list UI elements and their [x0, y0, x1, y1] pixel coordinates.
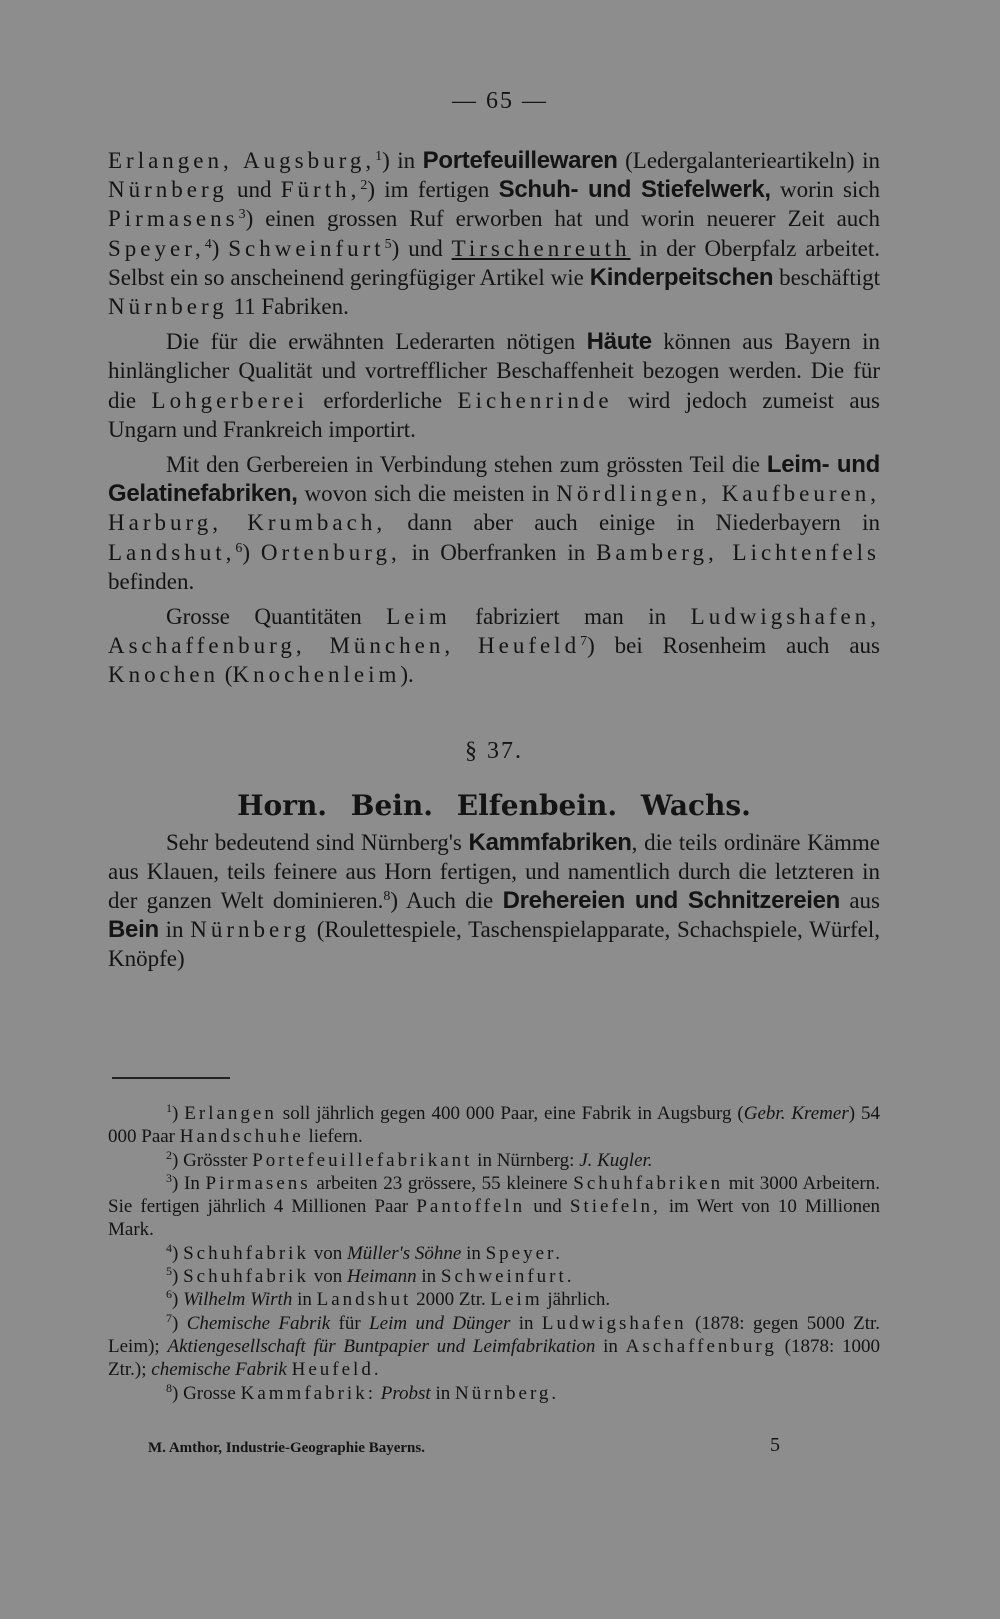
term: Knochen: [108, 662, 220, 688]
industry-term: Portefeuillewaren: [422, 147, 618, 174]
paragraph-5: [108, 828, 880, 974]
footnote-mark: 8: [166, 1380, 172, 1395]
text: ).: [400, 662, 414, 688]
text: ) Grösster: [172, 1149, 253, 1171]
company-name: Aktiengesellschaft für Buntpapier und Leimfabrikation: [167, 1335, 596, 1357]
footnote-rule: [112, 1077, 230, 1079]
text: Mit den Gerbereien in Verbindung stehen zum grössten Teil die: [166, 452, 767, 478]
company-name: Probst: [380, 1382, 431, 1404]
text: (Roulettespiele, Taschenspielapparate, Schachspiele, Würfel, Knöpfe): [108, 917, 881, 972]
company-name: Gebr. Kremer: [743, 1103, 849, 1124]
text: jährlich.: [542, 1289, 611, 1311]
footnote-mark: 4: [166, 1240, 172, 1255]
footnote-ref: 7: [580, 634, 588, 650]
footnote-1: [108, 1102, 880, 1149]
page-number: — 65 —: [452, 88, 548, 114]
text: und: [525, 1196, 570, 1218]
text: im Wert von 10 Millionen Mark.: [108, 1196, 880, 1241]
text: ): [172, 1103, 185, 1124]
footnote-ref: 1: [375, 149, 383, 164]
footnote-mark: 6: [166, 1287, 172, 1302]
industry-term: Schuh- und Stiefelwerk,: [498, 176, 771, 204]
place-name: Ortenburg,: [260, 539, 401, 565]
place-name: Speyer.: [485, 1242, 564, 1264]
term: Leim: [386, 604, 451, 630]
text: in Oberfranken in: [400, 539, 597, 565]
place-name: Erlangen: [184, 1103, 277, 1124]
text: ): [242, 539, 261, 565]
term: Pantoffeln: [416, 1196, 526, 1218]
section-heading: Horn. Bein. Elfenbein. Wachs.: [237, 788, 751, 822]
footnote-ref: 3: [238, 207, 246, 223]
company-name: Wilhelm Wirth: [183, 1289, 293, 1311]
text: erforderliche: [307, 387, 458, 413]
place-name: Fürth,: [280, 177, 361, 203]
text: von: [308, 1242, 347, 1264]
text: ) In: [172, 1172, 206, 1194]
footnote-5: [108, 1265, 880, 1288]
paragraph-4: [108, 602, 880, 690]
footnote-8: [108, 1382, 880, 1405]
text: in: [595, 1335, 626, 1357]
text: Grosse Quantitäten: [166, 604, 387, 630]
text: ) in: [382, 148, 423, 173]
term: Portefeuillefabrikant: [252, 1149, 473, 1171]
text: arbeiten 23 grössere, 55 kleinere: [310, 1172, 574, 1194]
section-number: § 37.: [465, 737, 523, 764]
text: ) Auch die: [390, 888, 503, 914]
term: Schuhfabriken: [573, 1172, 724, 1194]
place-name: Nördlingen, Kaufbeuren, Harburg, Krumbach,: [108, 481, 881, 536]
place-name: Landshut: [316, 1289, 412, 1311]
text: für: [330, 1312, 370, 1334]
place-name: Heufeld.: [291, 1359, 382, 1381]
term: Eichenrinde: [457, 387, 613, 413]
text: in: [461, 1242, 486, 1264]
paragraph-2: [108, 327, 880, 444]
place-name: Aschaffenburg: [625, 1335, 777, 1357]
industry-term: Drehereien und Schnitzereien: [502, 887, 841, 915]
text: ): [172, 1312, 187, 1334]
text: ): [172, 1266, 184, 1288]
text: ) Grosse: [172, 1382, 241, 1404]
text: in: [510, 1312, 542, 1334]
text: in: [430, 1382, 455, 1404]
place-name: Speyer,: [108, 235, 205, 261]
footnote-mark: 5: [166, 1264, 172, 1279]
place-name: Erlangen, Augsburg,: [108, 148, 376, 173]
place-name: Nürnberg: [108, 177, 228, 203]
place-name: Ludwigshafen, Aschaffenburg, München, Heufeld: [108, 604, 880, 659]
text: und: [227, 177, 281, 203]
place-name: Pirmasens: [108, 206, 239, 232]
term: Stiefeln,: [569, 1196, 661, 1218]
term: Schuhfabrik: [183, 1242, 309, 1264]
text: können aus Bayern in hinlänglicher Qualität und vortrefflicher Beschaffenheit bezogen werden. Die für die: [108, 329, 880, 413]
text: ) im fertigen: [367, 177, 499, 203]
text: 2000 Ztr.: [411, 1289, 491, 1311]
text: (: [219, 662, 233, 688]
footnote-2: [108, 1149, 880, 1172]
industry-term: Kammfabriken: [468, 828, 632, 856]
term: Lohgerberei: [151, 387, 308, 413]
company-name: Chemische Fabrik: [186, 1312, 331, 1334]
term: Schuhfabrik: [183, 1266, 309, 1288]
place-name: Schweinfurt: [228, 235, 385, 261]
footnote-ref: 2: [360, 178, 368, 194]
text: , die teils ordinäre Kämme aus Klauen, teils feinere aus Horn fertigen, und namentlich durch die letzteren in der ganzen Welt dominieren.: [108, 829, 880, 914]
text: wovon sich die meisten in: [297, 481, 557, 507]
company-name: J. Kugler.: [579, 1149, 653, 1171]
company-name: Leim und Dünger: [369, 1312, 511, 1334]
text: in: [158, 917, 191, 943]
main-text: [108, 146, 880, 974]
text: in: [292, 1289, 317, 1311]
text: beschäftigt: [773, 264, 881, 290]
text: mit 3000 Arbeitern. Sie fertigen jährlich 4 Millionen Paar: [108, 1172, 880, 1218]
footnote-ref: 8: [383, 889, 391, 905]
text: soll jährlich gegen 400 000 Paar, eine Fabrik in Augsburg (: [276, 1103, 744, 1124]
text: ): [172, 1242, 184, 1264]
industry-term: Kinderpeitschen: [589, 263, 774, 291]
term: Handschuhe: [179, 1126, 304, 1148]
text: in Nürnberg:: [472, 1149, 580, 1171]
footnote-ref: 6: [235, 540, 243, 556]
term: Leim: [490, 1289, 543, 1311]
paragraph-3: [108, 450, 880, 596]
text: aus: [840, 888, 880, 914]
text: (Ledergalanterieartikeln): [617, 148, 855, 173]
text: befinden.: [108, 568, 195, 594]
text: fabriziert man in: [450, 604, 691, 630]
text: ): [172, 1289, 184, 1311]
sheet-number: 5: [770, 1434, 780, 1456]
text: ): [211, 235, 229, 261]
place-name: Ludwigshafen: [541, 1312, 687, 1334]
text: Die für die erwähnten Lederarten nötigen: [166, 329, 587, 355]
text: ) einen grossen Ruf erworben hat und worin neuerer Zeit auch: [245, 206, 880, 232]
place-name: Bamberg, Lichtenfels: [596, 539, 880, 565]
footnote-4: [108, 1242, 880, 1265]
paragraph-1: [108, 146, 880, 321]
footnote-mark: 7: [166, 1310, 172, 1325]
text: (1878: gegen 5000 Ztr. Leim);: [108, 1312, 880, 1357]
footnote-mark: 1: [166, 1101, 172, 1115]
text: worin sich: [770, 177, 881, 203]
place-name: Nürnberg: [190, 917, 310, 943]
place-name: Tirschenreuth: [451, 235, 631, 261]
signature-line: M. Amthor, Industrie-Geographie Bayerns.: [148, 1440, 425, 1456]
text: wird jedoch zumeist aus Ungarn und Frankreich importirt.: [108, 387, 880, 442]
text: ) bei Rosenheim auch aus: [587, 633, 880, 659]
term: Kammfabrik:: [240, 1382, 376, 1404]
text: ) 54 000 Paar: [108, 1103, 881, 1148]
footnote-ref: 5: [384, 236, 392, 252]
place-name: Nürnberg: [108, 294, 228, 320]
footnote-7: [108, 1312, 880, 1382]
footnote-mark: 2: [166, 1147, 172, 1162]
text: Sehr bedeutend sind Nürnberg's: [166, 829, 469, 855]
place-name: Landshut,: [108, 539, 236, 565]
company-name: chemische Fabrik: [151, 1359, 287, 1381]
industry-term: Bein: [108, 916, 159, 944]
footnote-3: [108, 1172, 880, 1242]
text: von: [308, 1266, 347, 1288]
place-name: Nürnberg.: [454, 1382, 560, 1404]
footnote-mark: 3: [166, 1170, 172, 1185]
text: in: [416, 1266, 441, 1288]
text: in der Oberpfalz arbeitet. Selbst ein so anscheinend geringfügiger Artikel wie: [108, 235, 880, 290]
text: (1878: 1000 Ztr.);: [108, 1335, 881, 1381]
company-name: Heimann: [346, 1266, 417, 1288]
text: dann aber auch einige in Niederbayern in: [386, 510, 880, 536]
footnote-ref: 4: [204, 236, 212, 252]
place-name: Schweinfurt.: [440, 1266, 575, 1288]
text: 11 Fabriken.: [227, 294, 349, 320]
text: liefern.: [303, 1126, 363, 1148]
industry-term: Häute: [586, 328, 652, 356]
industry-term: Leim- und Gelatinefabriken,: [108, 451, 880, 508]
term: Knochenleim: [232, 662, 401, 688]
place-name: Pirmasens: [205, 1172, 311, 1194]
footnote-6: [108, 1288, 880, 1311]
footnotes: [108, 1102, 880, 1405]
text: in: [854, 148, 880, 173]
text: ) und: [391, 235, 452, 261]
company-name: Müller's Söhne: [346, 1242, 462, 1264]
